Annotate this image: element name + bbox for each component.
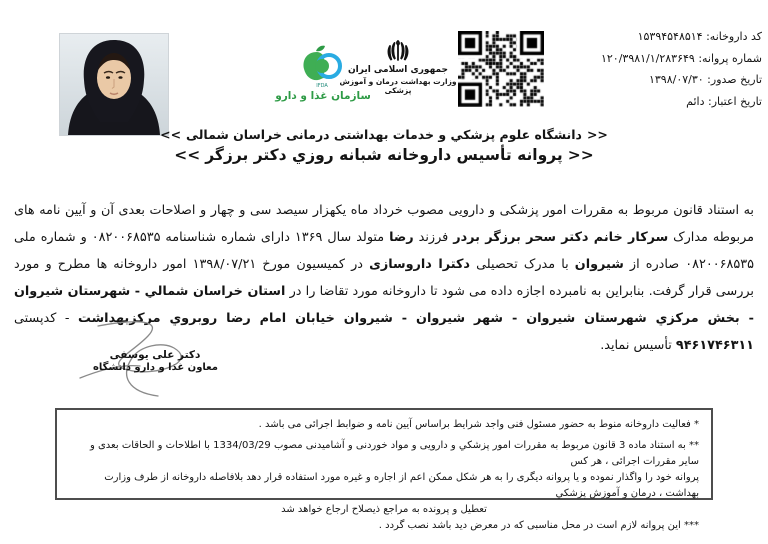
license-title-text: پروانه تأسیس داروخانه شبانه روزي دکتر برزگر [205, 146, 563, 164]
field-issue-date [547, 73, 762, 86]
footnotes-box [55, 408, 713, 531]
field-pharmacy-code [547, 30, 762, 43]
footnote-2-continued: پروانه خود را واگذار نموده و یا پروانه دیگری را به هر شکل ممکن اعم از اجاره و غیره مورد استفاده قرار دهد بلافاصله داروخانه از طرف وزارت بهداشت ، درمان و آموزش پزشكي [104, 472, 699, 499]
field-label: تاریخ صدور: [707, 73, 762, 86]
footnote-1: * فعالیت داروخانه منوط به حضور مسئول فنی واجد شرایط براساس آیین نامه و ضوابط اجرائی می باشد . [258, 419, 699, 430]
field-license-number [547, 52, 762, 65]
signatory-name: دکتر علی یوسفی [109, 349, 201, 361]
applicant-photo [59, 33, 169, 136]
angle-open: << [160, 127, 182, 142]
field-value: ۱۲۰/۳۹۸۱/۱/۲۸۳۶۴۹ [600, 51, 695, 65]
qr-code [458, 31, 544, 107]
field-value: ۱۳۹۸/۰۷/۳۰ [648, 73, 704, 86]
angle-close: >> [586, 127, 608, 142]
ministry-logo [338, 34, 458, 95]
iran-emblem-icon [385, 34, 411, 64]
field-value: دائم [686, 94, 705, 108]
field-validity-date [547, 95, 762, 108]
field-label: شماره پروانه: [698, 51, 762, 65]
signatory-role: معاون غذا و دارو دانشگاه [92, 362, 218, 373]
license-title [0, 146, 768, 164]
license-body-paragraph: به استناد قانون مربوط به مقررات امور پزشکی و دارویی مصوب خرداد ماه یکهزار سیصد سی و چهار و اصلاحات بعدی آن و آیین نامه های مربوطه مدارک سرکار خانم دکتر سحر برزگر بردر فرزند رضا متولد سال ۱۳۶۹ دارای شماره شناسنامه ۰۸۲۰۰۶۸۵۳۵ و شماره ملی ۰۸۲۰۰۶۸۵۳۵ صادره از شیروان با مدرک تحصیلی دکترا داروسازی در کمیسیون مورخ ۱۳۹۸/۰۷/۲۱ امور داروخانه ها مطرح و مورد بررسی قرار گرفت. بنابراین به نامبرده اجازه داده می شود تا داروخانه مورد تقاضا را در استان خراسان شمالي - شهرستان شیروان - بخش مرکزي شهرستان شیروان - شهر شیروان - شیروان خیابان امام رضا روبروي مرکزبهداشت - کدپستی ۹۴۶۱۷۴۶۳۱۱ تأسیس نماید. [14, 202, 754, 353]
svg-text:IFDA: IFDA [316, 83, 328, 88]
ministry-line2: وزارت بهداشت درمان و آموزش پزشکی [339, 77, 457, 95]
field-label: تاریخ اعتبار: [707, 94, 762, 108]
footnote-3: *** این پروانه لازم است در محل مناسبی که در معرض دید باشد نصب گردد . [378, 520, 699, 531]
footnote-2: ** به استناد ماده 3 قانون مربوط به مقررات امور پزشكي و دارویی و مواد خوردنی و آشامیدنی مصوب 1334/03/29 با اطلاحات و الحاقات بعدی و سایر مقررات اجرائی ، هر کس [89, 440, 699, 467]
ministry-line1: جمهوری اسلامی ایران [347, 65, 449, 75]
fda-logo-caption: سازمان غذا و دارو [275, 90, 371, 102]
angle-open: << [174, 146, 201, 164]
field-value: ۱۵۳۹۴۵۴۸۵۱۴ [637, 30, 703, 43]
university-title [0, 127, 768, 142]
footnote-2-end: تعطیل و پرونده به مراجع ذیصلاح ارجاع خواهد شد [281, 504, 487, 515]
university-title-text: دانشگاه علوم پزشكي و خدمات بهداشتی درمانی خراسان شمالی [186, 127, 582, 142]
portrait-illustration [60, 34, 168, 135]
angle-close: >> [567, 146, 594, 164]
field-label: کد داروخانه: [706, 30, 762, 43]
header-fields [547, 30, 762, 116]
